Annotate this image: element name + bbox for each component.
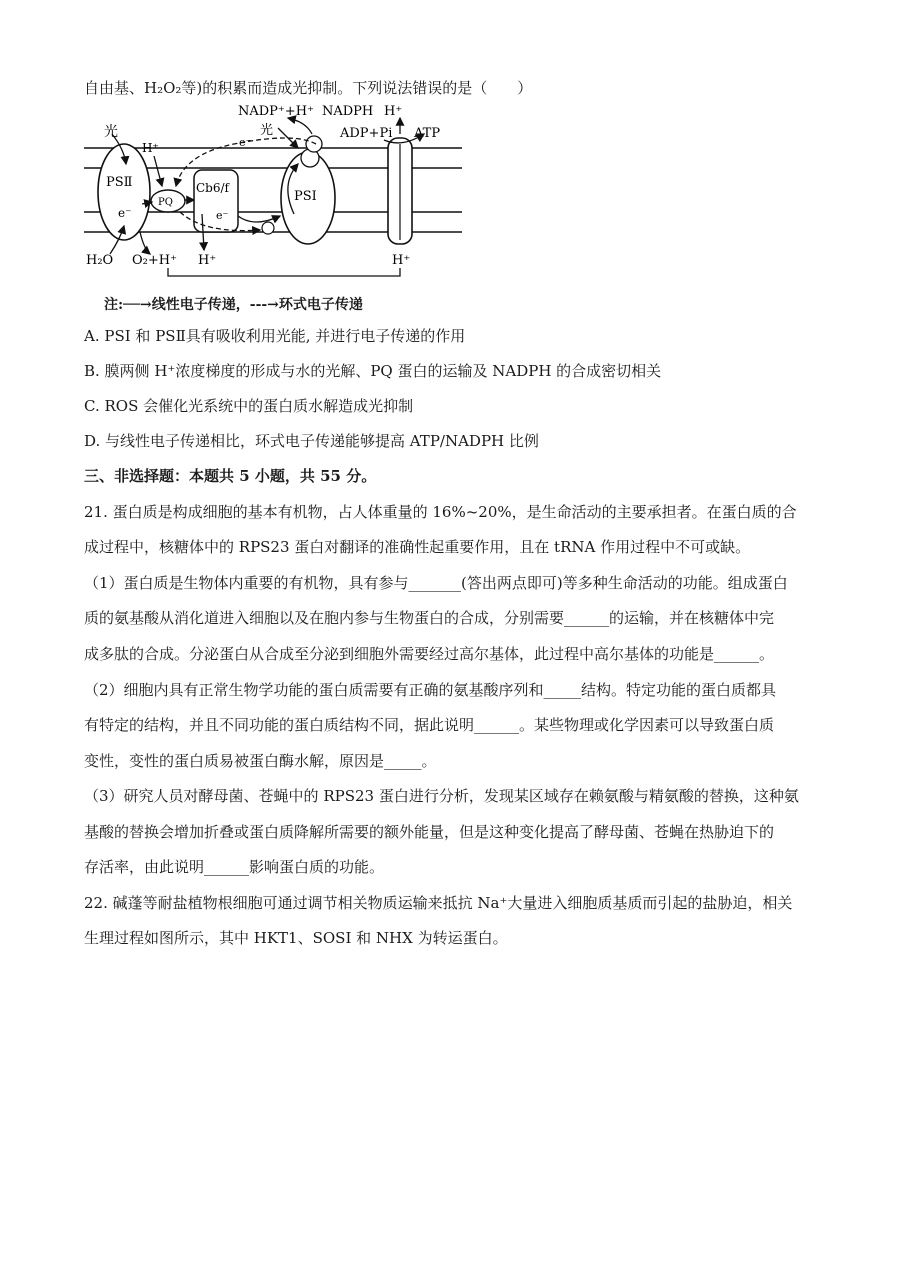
q21-stem-line-2: 成过程中，核糖体中的 RPS23 蛋白对翻译的准确性起重要作用，且在 tRNA 作用过程中不可或缺。 <box>84 538 751 556</box>
h-plus-label-right: H⁺ <box>392 253 411 268</box>
q21-stem-line-1: 21. 蛋白质是构成细胞的基本有机物，占人体重量的 16%~20%，是生命活动的主要承担者。在蛋白质的合 <box>84 503 797 521</box>
psii-label: PSⅡ <box>106 175 133 190</box>
cb6f-label: Cb6/f <box>196 181 229 195</box>
q21-part3-line-3: 存活率，由此说明______影响蛋白质的功能。 <box>84 858 385 876</box>
pc-carrier-circle <box>262 222 274 234</box>
electron-label-psii: e⁻ <box>118 206 132 220</box>
section-title: 三、非选择题：本题共 5 小题，共 55 分。 <box>84 467 377 485</box>
electron-label-top: e⁻ <box>239 136 252 149</box>
option-a: A. PSI 和 PSⅡ具有吸收利用光能, 并进行电子传递的作用 <box>84 327 466 345</box>
h-plus-label-upper-left: H⁺ <box>142 141 159 155</box>
adp-pi-label: ADP+Pi <box>340 126 393 141</box>
question-intro-text: 自由基、H₂O₂等)的积累而造成光抑制。下列说法错误的是（ ） <box>84 79 533 97</box>
q21-part2-line-2: 有特定的结构，并且不同功能的蛋白质结构不同，据此说明______。某些物理或化学因素可以导致蛋白质 <box>84 716 775 734</box>
water-label: H₂O <box>86 253 114 268</box>
oxygen-proton-label: O₂+H⁺ <box>132 253 177 268</box>
q22-stem-line-2: 生理过程如图所示，其中 HKT1、SOSI 和 NHX 为转运蛋白。 <box>84 929 508 947</box>
nadph-label: NADPH <box>322 104 374 119</box>
psii-complex <box>98 144 150 240</box>
q21-part1-line-1: （1）蛋白质是生物体内重要的有机物，具有参与_______(答出两点即可)等多种生命活动的功能。组成蛋白 <box>84 574 788 592</box>
q21-part2-line-1: （2）细胞内具有正常生物学功能的蛋白质需要有正确的氨基酸序列和_____结构。特定功能的蛋白质都具 <box>84 681 777 699</box>
q21-part3-line-2: 基酸的替换会增加折叠或蛋白质降解所需要的额外能量，但是这种变化提高了酵母菌、苍蝇在热胁迫下的 <box>84 823 775 841</box>
h-plus-label-top: H⁺ <box>384 104 403 119</box>
q21-part2-line-3: 变性，变性的蛋白质易被蛋白酶水解，原因是_____。 <box>84 752 437 770</box>
option-b: B. 膜两侧 H⁺浓度梯度的形成与水的光解、PQ 蛋白的运输及 NADPH 的合成密切相关 <box>84 362 662 380</box>
diagram-legend: 注:──→线性电子传递，---→环式电子传递 <box>104 297 363 313</box>
option-d: D. 与线性电子传递相比，环式电子传递能够提高 ATP/NADPH 比例 <box>84 432 539 450</box>
q21-part1-line-2: 质的氨基酸从消化道进入细胞以及在胞内参与生物蛋白的合成，分别需要______的运输，并在核糖体中完 <box>84 609 775 627</box>
light-label-right: 光 <box>260 123 274 138</box>
psi-label: PSⅠ <box>294 189 317 204</box>
pq-label: PQ <box>158 197 173 208</box>
h-plus-label-middle: H⁺ <box>198 253 217 268</box>
electron-label-cb6f: e⁻ <box>216 209 229 222</box>
light-label-left: 光 <box>104 124 118 140</box>
cb6f-complex <box>194 170 238 232</box>
q21-part1-line-3: 成多肽的合成。分泌蛋白从合成至分泌到细胞外需要经过高尔基体，此过程中高尔基体的功能是______。 <box>84 645 775 663</box>
q22-stem-line-1: 22. 碱蓬等耐盐植物根细胞可通过调节相关物质运输来抵抗 Na⁺大量进入细胞质基质而引起的盐胁迫，相关 <box>84 894 793 912</box>
option-c: C. ROS 会催化光系统中的蛋白质水解造成光抑制 <box>84 397 414 415</box>
atp-label: ATP <box>414 126 441 141</box>
q21-part3-line-1: （3）研究人员对酵母菌、苍蝇中的 RPS23 蛋白进行分析，发现某区域存在赖氨酸与精氨酸的替换，这种氨 <box>84 787 799 805</box>
photosynthesis-electron-transport-diagram <box>84 104 474 288</box>
fd-carrier-circle <box>306 136 322 152</box>
nadp-label: NADP⁺+H⁺ <box>238 104 314 119</box>
